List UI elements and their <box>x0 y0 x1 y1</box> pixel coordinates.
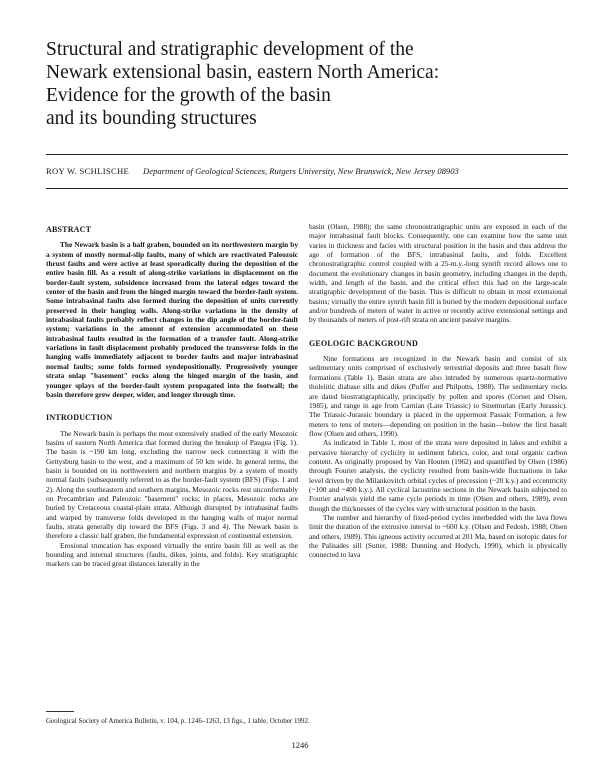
introduction-heading: INTRODUCTION <box>46 413 113 423</box>
geologic-background-section <box>309 339 567 560</box>
right-column <box>309 222 567 560</box>
background-paragraph: Nine formations are recognized in the Newark basin and consist of six sedimentary units comprised of exclusively terrestrial deposits and three basalt flow formations (Table 1). Basin strata are also intruded by numerous quartz-normative tholeiitic diabase sills and dikes (Puffer and Philpotts, 1988). The sedimentary rocks are dated biostratigraphically, principally by pollen and spores (Cornet and Olsen, 1985), and range in age from Carnian (Late Triassic) to Sinemurian (Early Jurassic). The Triassic-Jurassic boundary is placed in the uppermost Passaic Formation, a few meters to tens of meters—depending on position in the basin—below the first basalt flow (Olsen and others, 1990). <box>309 354 567 438</box>
title-line: Newark extensional basin, eastern North America: <box>46 62 440 83</box>
introduction-paragraph: The Newark basin is perhaps the most extensively studied of the early Mesozoic basins of eastern North America that formed during the breakup of Pangea (Fig. 1). The basin is ~190 km long, excluding the narrow neck connecting it with the Gettysburg basin to the west, and a maximum of 50 km wide. In general terms, the basin is bounded on its northwestern and northern margins by a system of mostly normal faults (subsequently referred to as the border-fault system (BFS) (Figs. 1 and 2). Along the southeastern and southern margins, Mesozoic rocks rest unconformably on Precambrian and Paleozoic "basement" rocks; in places, Mesozoic rocks are buried by Cretaceous coastal-plain strata. Although disrupted by intrabasinal faults and warped by transverse folds developed in the hanging walls of major normal faults, strata generally dip toward the BFS (Figs. 3 and 4). The Newark basin is therefore a classic half graben, the fundamental expression of continental extension. <box>46 428 298 541</box>
title-line: Structural and stratigraphic development of the <box>46 39 414 60</box>
byline <box>46 166 568 176</box>
background-paragraph: As indicated in Table 1, most of the strata were deposited in lakes and exhibit a pervasive hierarchy of cyclicity in sediment fabrics, color, and total organic carbon content. As originally proposed by Van Houten (1962) and quantified by Olsen (1986) through Fourier analysis, the cyclicity resulted from basin-wide fluctuations in lake level driven by the Milankovitch orbital cycles of precession (~20 k.y.) and eccentricity (~100 and ~400 k.y.). All cyclical lacustrine sections in the Newark basin subjected to Fourier analysis yield the same cycle periods in time (Olsen and others, 1989), even though the thicknesses of the cycles vary with structural position in the basin. <box>309 438 567 513</box>
byline-rule <box>46 188 568 189</box>
introduction-section <box>46 413 298 569</box>
left-column <box>46 225 298 569</box>
footnote-rule <box>46 711 74 712</box>
article-title <box>46 38 566 130</box>
geologic-background-heading: GEOLOGIC BACKGROUND <box>309 338 418 348</box>
author-name: ROY W. SCHLISCHE <box>46 166 130 176</box>
background-paragraph: The number and hierarchy of fixed-period cycles interbedded with the lava flows limit the duration of the extrusive interval to ~600 k.y. (Olsen and Fedosh, 1988; Olsen and others, 1989). This igneous activity occurred at 201 Ma, based on isotopic dates for the Palisades sill (Sutter, 1988; Dunning and Hodych, 1990), which is physically connected to lava <box>309 512 567 560</box>
title-line: and its bounding structures <box>46 108 257 129</box>
abstract-heading: ABSTRACT <box>46 225 92 234</box>
author-affiliation: Department of Geological Sciences, Rutgers University, New Brunswick, New Jersey 08903 <box>143 166 459 176</box>
page-number: 1246 <box>291 740 309 750</box>
title-rule <box>46 154 568 155</box>
abstract-section <box>46 225 298 399</box>
title-line: Evidence for the growth of the basin <box>46 85 331 106</box>
introduction-paragraph: Erosional truncation has exposed virtually the entire basin fill as well as the bounding and internal structures (faults, dikes, joints, and folds). Key stratigraphic markers can be traced great distances laterally in the <box>46 540 298 569</box>
footnote-citation: Geological Society of America Bulletin, v. 104, p. 1246–1263, 13 figs., 1 table, October 1992. <box>46 717 310 725</box>
abstract-text: The Newark basin is a half graben, bounded on its northwestern margin by a system of mostly normal-slip faults, many of which are reactivated Paleozoic thrust faults and were active at least sporadically during the deposition of the entire basin fill. As a result of along-strike variations in displacement on the border-fault system, subsidence increased from the lateral edges toward the center of the basin and from the hinged margin toward the border-fault system. Some intrabasinal faults also formed during the deposition of units currently preserved in their hanging walls. Along-strike variations in the density of intrabasinal faults probably reflect changes in the dip angle of the border-fault system; variations in the amount of extension accommodated on these intrabasinal faults resulted in the formation of a transfer fault. Along-strike variations in fault displacement probably produced the transverse folds in the hanging walls immediately adjacent to border faults and major intrabasinal normal faults; some folds formed syndepositionally. Progressively younger strata onlap "basement" rocks along the hinged margin of the basin, and younger splays of the border-fault system propagated into the footwall; the basin therefore grew deeper, wider, and longer through time. <box>46 240 298 399</box>
introduction-continued: basin (Olsen, 1988); the same chronostratigraphic units are exposed in each of the major intrabasinal fault blocks. Consequently, one can examine how the same unit varies in thickness and facies with structural position in the basin and thus address the age of formation of the BFS, intrabasinal faults, and folds. Excellent chronostratigraphic control coupled with a 25-m.y.-long synrift record allows one to document the evolutionary changes in basin geometry, including changes in the depth, width, and length of the basin, and the critical effect this had on the large-scale stratigraphic development of the basin. This is difficult to obtain in most extensional basins; virtually the entire synrift basin fill is buried by the modern depositional surface and/or hundreds of meters of water in active or recently active extensional settings and by thousands of meters of post-rift strata on ancient passive margins. <box>309 222 567 325</box>
